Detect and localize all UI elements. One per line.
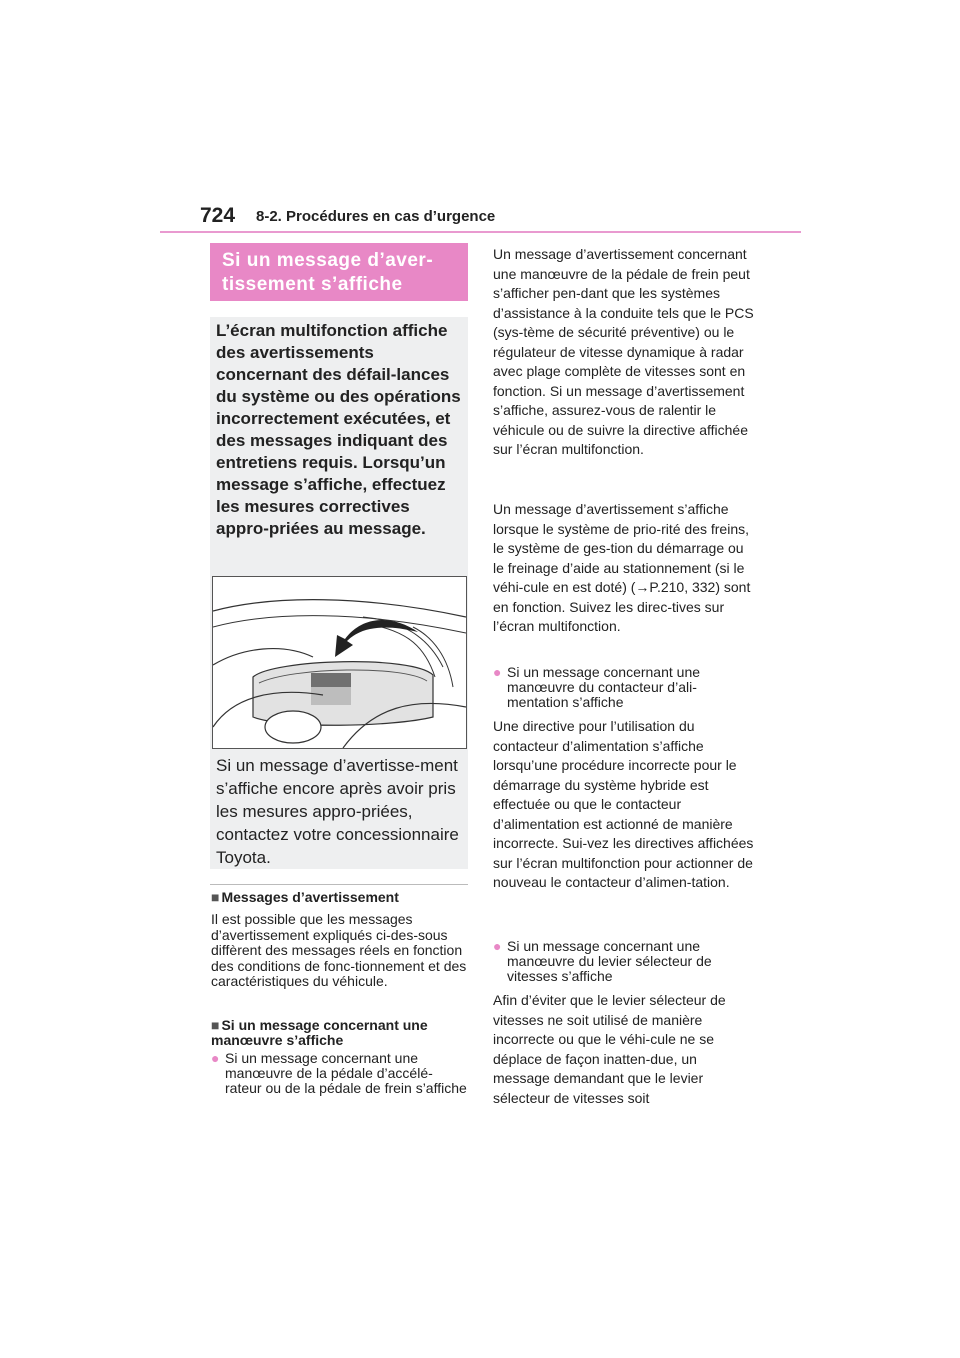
intro-text: L’écran multifonction affiche des avertissements concernant des défail-lances du système ou des opérations incorrectement exécutées, et des messages indiquant des entretiens requis. Lorsqu’un message s’affiche, effectuez les mesures correctives appro-priées au message. <box>216 321 461 538</box>
left-bullet-1-text: Si un message concernant une manœuvre de la pédale d’accélé-rateur ou de la pédale de frein s’affiche <box>225 1050 467 1096</box>
heading-manoeuvre: ■ Si un message concernant une manœuvre s’affiche <box>211 1018 469 1048</box>
right-bullet-2 <box>493 939 755 984</box>
right-paragraph-4: Afin d’éviter que le levier sélecteur de vitesses ne soit utilisé de manière incorrecte ou que le véhi-cule ne se déplace de façon inatten-due, un message demandant que le levier sélecteur de vitesses soit <box>493 992 726 1106</box>
right-paragraph-2: Un message d’avertissement s’affiche lorsque le système de prio-rité des freins, le système de ges-tion du démarrage ou le freinage d’aide au stationnement (si le véhi-cule en est doté) (→P.210, 332) sont en fonction. Suivez les direc-tives sur l’écran multifonction. <box>493 501 751 634</box>
right-paragraph-3: Une directive pour l’utilisation du contacteur d’alimentation s’affiche lorsqu’une procédure incorrecte pour le démarrage du système hybride est effectuée ou que le contacteur d’alimentation est actionné de manière incorrecte. Sui-vez les directives affichées sur l’écran multifonction pour actionner de nouveau le contacteur d’alimen-tation. <box>493 718 754 890</box>
page-number: 724 <box>200 204 236 227</box>
chapter-title: 8-2. Procédures en cas d’urgence <box>256 208 496 225</box>
heading-messages: ■ Messages d’avertissement <box>211 890 469 905</box>
section-divider <box>210 884 468 885</box>
display-highlight <box>311 673 351 687</box>
arrow-icon <box>335 620 418 657</box>
dashboard-illustration <box>212 576 467 749</box>
bullet-icon: ● <box>493 664 502 680</box>
right-paragraph-1: Un message d’avertissement concernant une manœuvre de la pédale de frein peut s’afficher pen-dant que les systèmes d’assistance à la conduite tels que le PCS (sys-tème de sécurité préventive) ou le régulateur de vitesse dynamique à radar avec plage complète de vitesses sont en fonction. Si un message d’avertissement s’affiche, assurez-vous de ralentir le véhicule ou de suivre la directive affichée sur l’écran multifonction. <box>493 246 754 457</box>
header-rule <box>160 231 801 233</box>
right-bullet-2-text: Si un message concernant une manœuvre du levier sélecteur de vitesses s’affiche <box>507 938 712 984</box>
section-title-text: Si un message d’aver- tissement s’affiche <box>222 250 434 295</box>
page-header <box>200 204 800 234</box>
left-paragraph-1: Il est possible que les messages d’avertissement expliqués ci-des-sous diffèrent des messages réels en fonction des conditions de fonc-tionnement et des caractéristiques du véhicule. <box>211 911 467 989</box>
right-bullet-1-text: Si un message concernant une manœuvre du contacteur d’ali-mentation s’affiche <box>507 664 701 710</box>
left-bullet-1 <box>211 1051 469 1096</box>
bullet-icon: ● <box>493 938 502 954</box>
bullet-icon: ● <box>211 1050 220 1066</box>
instrument-cluster-drawing <box>213 577 466 748</box>
after-figure-text: Si un message d’avertisse-ment s’affiche encore après avoir pris les mesures appro-priées, contactez votre concessionnaire Toyota. <box>216 756 459 867</box>
right-bullet-1 <box>493 665 755 710</box>
section-title <box>210 243 468 301</box>
